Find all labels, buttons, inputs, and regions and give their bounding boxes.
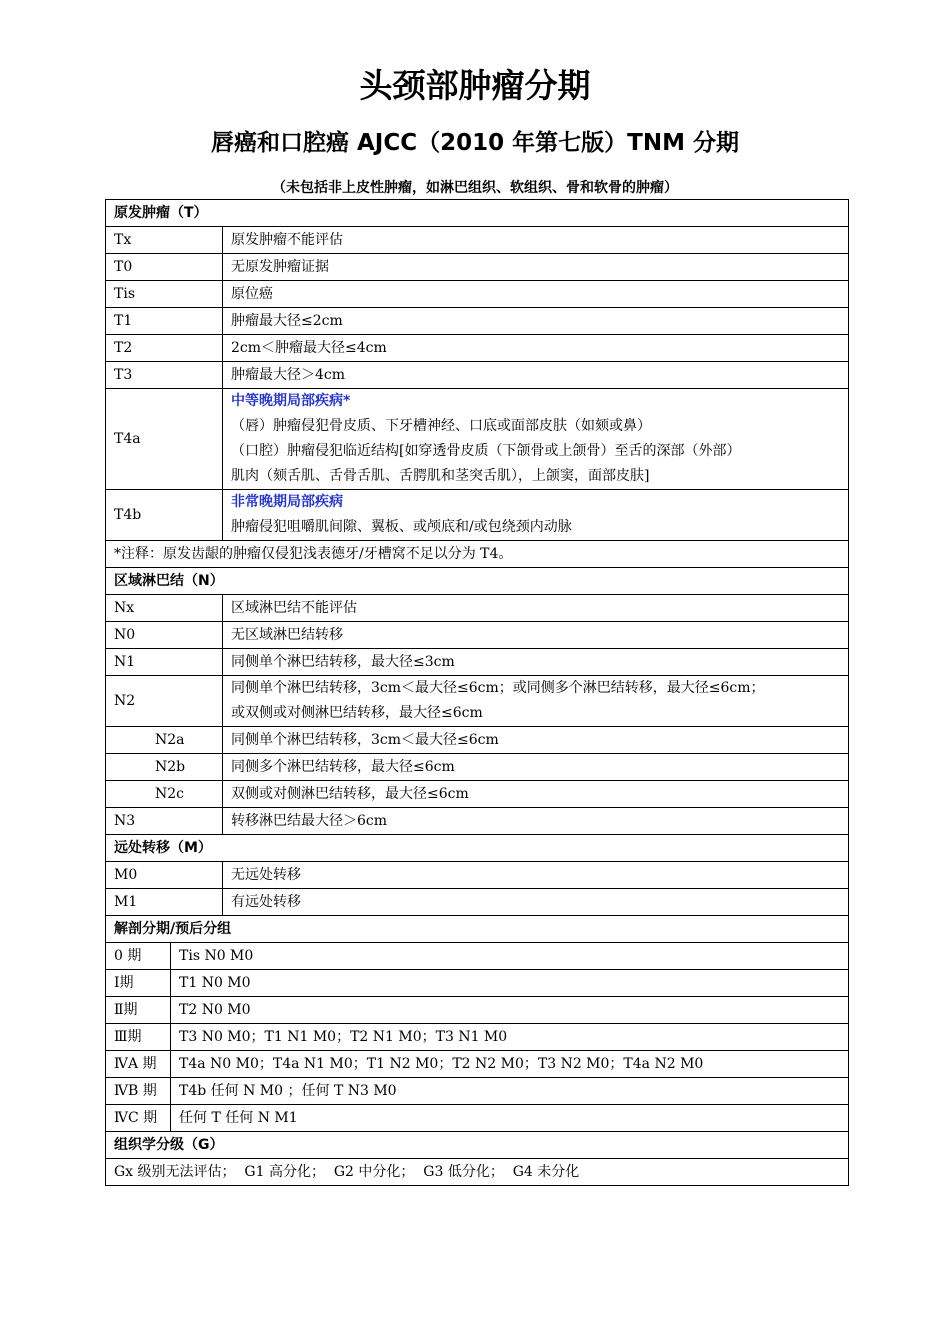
page-subtitle: 唇癌和口腔癌 AJCC（2010 年第七版）TNM 分期 — [211, 130, 739, 156]
stage-description — [223, 490, 848, 540]
stage-code: Tis — [106, 281, 223, 307]
stage-description — [223, 389, 848, 489]
stage-label: Ⅰ期 — [106, 970, 171, 996]
stage-code: N2c — [106, 781, 223, 807]
section-header-histologic-grade — [106, 1131, 848, 1158]
stage-description: 同侧多个淋巴结转移，最大径≤6cm — [231, 759, 455, 775]
stage-label: 0 期 — [106, 943, 171, 969]
stage-description: 肿瘤最大径≤2cm — [231, 313, 343, 329]
stage-description: 2cm＜肿瘤最大径≤4cm — [231, 340, 387, 356]
section-header-distant-metastasis — [106, 834, 848, 861]
table-row — [106, 969, 848, 996]
section-header-regional-nodes — [106, 567, 848, 594]
stage-code: N0 — [106, 622, 223, 648]
stage-description: 原发肿瘤不能评估 — [231, 232, 343, 248]
stage-code: N2 — [106, 676, 223, 726]
table-row — [106, 334, 848, 361]
stage-code: N3 — [106, 808, 223, 834]
section-header-label: 组织学分级（G） — [114, 1137, 224, 1153]
grade-text: Gx 级别无法评估； G1 高分化； G2 中分化； G3 低分化； G4 未分化 — [114, 1164, 580, 1180]
stage-tnm: 任何 T 任何 N M1 — [179, 1110, 298, 1126]
stage-label: Ⅱ期 — [106, 997, 171, 1023]
table-row — [106, 307, 848, 334]
table-row — [106, 648, 848, 675]
stage-code: T2 — [106, 335, 223, 361]
table-row — [106, 996, 848, 1023]
table-row — [106, 253, 848, 280]
stage-code: Nx — [106, 595, 223, 621]
stage-code: Tx — [106, 227, 223, 253]
table-row — [106, 1050, 848, 1077]
stage-tnm: T3 N0 M0；T1 N1 M0；T2 N1 M0；T3 N1 M0 — [179, 1029, 508, 1045]
table-row-n2 — [106, 675, 848, 726]
stage-tnm: T2 N0 M0 — [179, 1002, 251, 1018]
stage-description: 无原发肿瘤证据 — [231, 259, 329, 275]
t4a-line: （口腔）肿瘤侵犯临近结构[如穿透骨皮质（下颌骨或上颌骨）至舌的深部（外部） — [231, 443, 741, 459]
t4a-heading: 中等晚期局部疾病* — [231, 393, 351, 409]
table-row — [106, 780, 848, 807]
section-header-label: 解剖分期/预后分组 — [114, 921, 232, 937]
stage-description: 同侧单个淋巴结转移，最大径≤3cm — [231, 654, 455, 670]
stage-label: ⅣA 期 — [106, 1051, 171, 1077]
table-row — [106, 942, 848, 969]
stage-code: T4a — [106, 389, 223, 489]
staging-table — [105, 199, 849, 1186]
stage-tnm: Tis N0 M0 — [179, 948, 254, 964]
stage-code: N2a — [106, 727, 223, 753]
stage-tnm: T4a N0 M0；T4a N1 M0；T1 N2 M0；T2 N2 M0；T3 N2 M0；T4a N2 M0 — [179, 1056, 704, 1072]
stage-description: 原位癌 — [231, 286, 273, 302]
table-row — [106, 1104, 848, 1131]
stage-description: 转移淋巴结最大径＞6cm — [231, 813, 388, 829]
section-header-label: 原发肿瘤（T） — [114, 205, 208, 221]
table-row — [106, 621, 848, 648]
stage-code: N1 — [106, 649, 223, 675]
stage-description: 肿瘤最大径＞4cm — [231, 367, 346, 383]
stage-code: M0 — [106, 862, 223, 888]
n2-line: 同侧单个淋巴结转移，3cm＜最大径≤6cm；或同侧多个淋巴结转移，最大径≤6cm； — [231, 680, 765, 696]
table-row — [106, 807, 848, 834]
table-row — [106, 861, 848, 888]
t4a-line: 肌肉（颏舌肌、舌骨舌肌、舌腭肌和茎突舌肌），上颌窦，面部皮肤] — [231, 468, 650, 484]
table-row — [106, 226, 848, 253]
t4b-line: 肿瘤侵犯咀嚼肌间隙、翼板、或颅底和/或包绕颈内动脉 — [231, 519, 572, 535]
table-row — [106, 753, 848, 780]
stage-code: N2b — [106, 754, 223, 780]
t4a-line: （唇）肿瘤侵犯骨皮质、下牙槽神经、口底或面部皮肤（如颏或鼻） — [231, 418, 651, 434]
stage-description: 无远处转移 — [231, 867, 301, 883]
table-row — [106, 1158, 848, 1185]
stage-description: 有远处转移 — [231, 894, 301, 910]
table-row — [106, 726, 848, 753]
stage-description: 双侧或对侧淋巴结转移，最大径≤6cm — [231, 786, 469, 802]
section-header-label: 远处转移（M） — [114, 840, 212, 856]
section-header-label: 区域淋巴结（N） — [114, 573, 224, 589]
table-row — [106, 280, 848, 307]
table-row-t4a — [106, 388, 848, 489]
t4b-heading: 非常晚期局部疾病 — [231, 494, 343, 510]
stage-code: T4b — [106, 490, 223, 540]
footnote: *注释：原发齿龈的肿瘤仅侵犯浅表德牙/牙槽窝不足以分为 T4。 — [114, 546, 513, 562]
stage-description: 同侧单个淋巴结转移，3cm＜最大径≤6cm — [231, 732, 499, 748]
stage-label: ⅣC 期 — [106, 1105, 171, 1131]
stage-code: T0 — [106, 254, 223, 280]
stage-code: T3 — [106, 362, 223, 388]
n2-line: 或双侧或对侧淋巴结转移，最大径≤6cm — [231, 705, 483, 721]
stage-description: 无区域淋巴结转移 — [231, 627, 343, 643]
stage-description — [223, 676, 848, 726]
table-row — [106, 594, 848, 621]
table-row — [106, 361, 848, 388]
footnote-row — [106, 540, 848, 567]
stage-code: T1 — [106, 308, 223, 334]
stage-code: M1 — [106, 889, 223, 915]
table-row — [106, 1023, 848, 1050]
page-title: 头颈部肿瘤分期 — [359, 66, 591, 105]
table-row — [106, 888, 848, 915]
scope-note: （未包括非上皮性肿瘤，如淋巴组织、软组织、骨和软骨的肿瘤） — [272, 180, 678, 196]
stage-label: Ⅲ期 — [106, 1024, 171, 1050]
stage-label: ⅣB 期 — [106, 1078, 171, 1104]
table-row — [106, 1077, 848, 1104]
stage-tnm: T4b 任何 N M0 ；任何 T N3 M0 — [179, 1083, 397, 1099]
stage-tnm: T1 N0 M0 — [179, 975, 251, 991]
stage-description: 区域淋巴结不能评估 — [231, 600, 357, 616]
section-header-stage-groups — [106, 915, 848, 942]
section-header-primary-tumor — [106, 200, 848, 226]
table-row-t4b — [106, 489, 848, 540]
